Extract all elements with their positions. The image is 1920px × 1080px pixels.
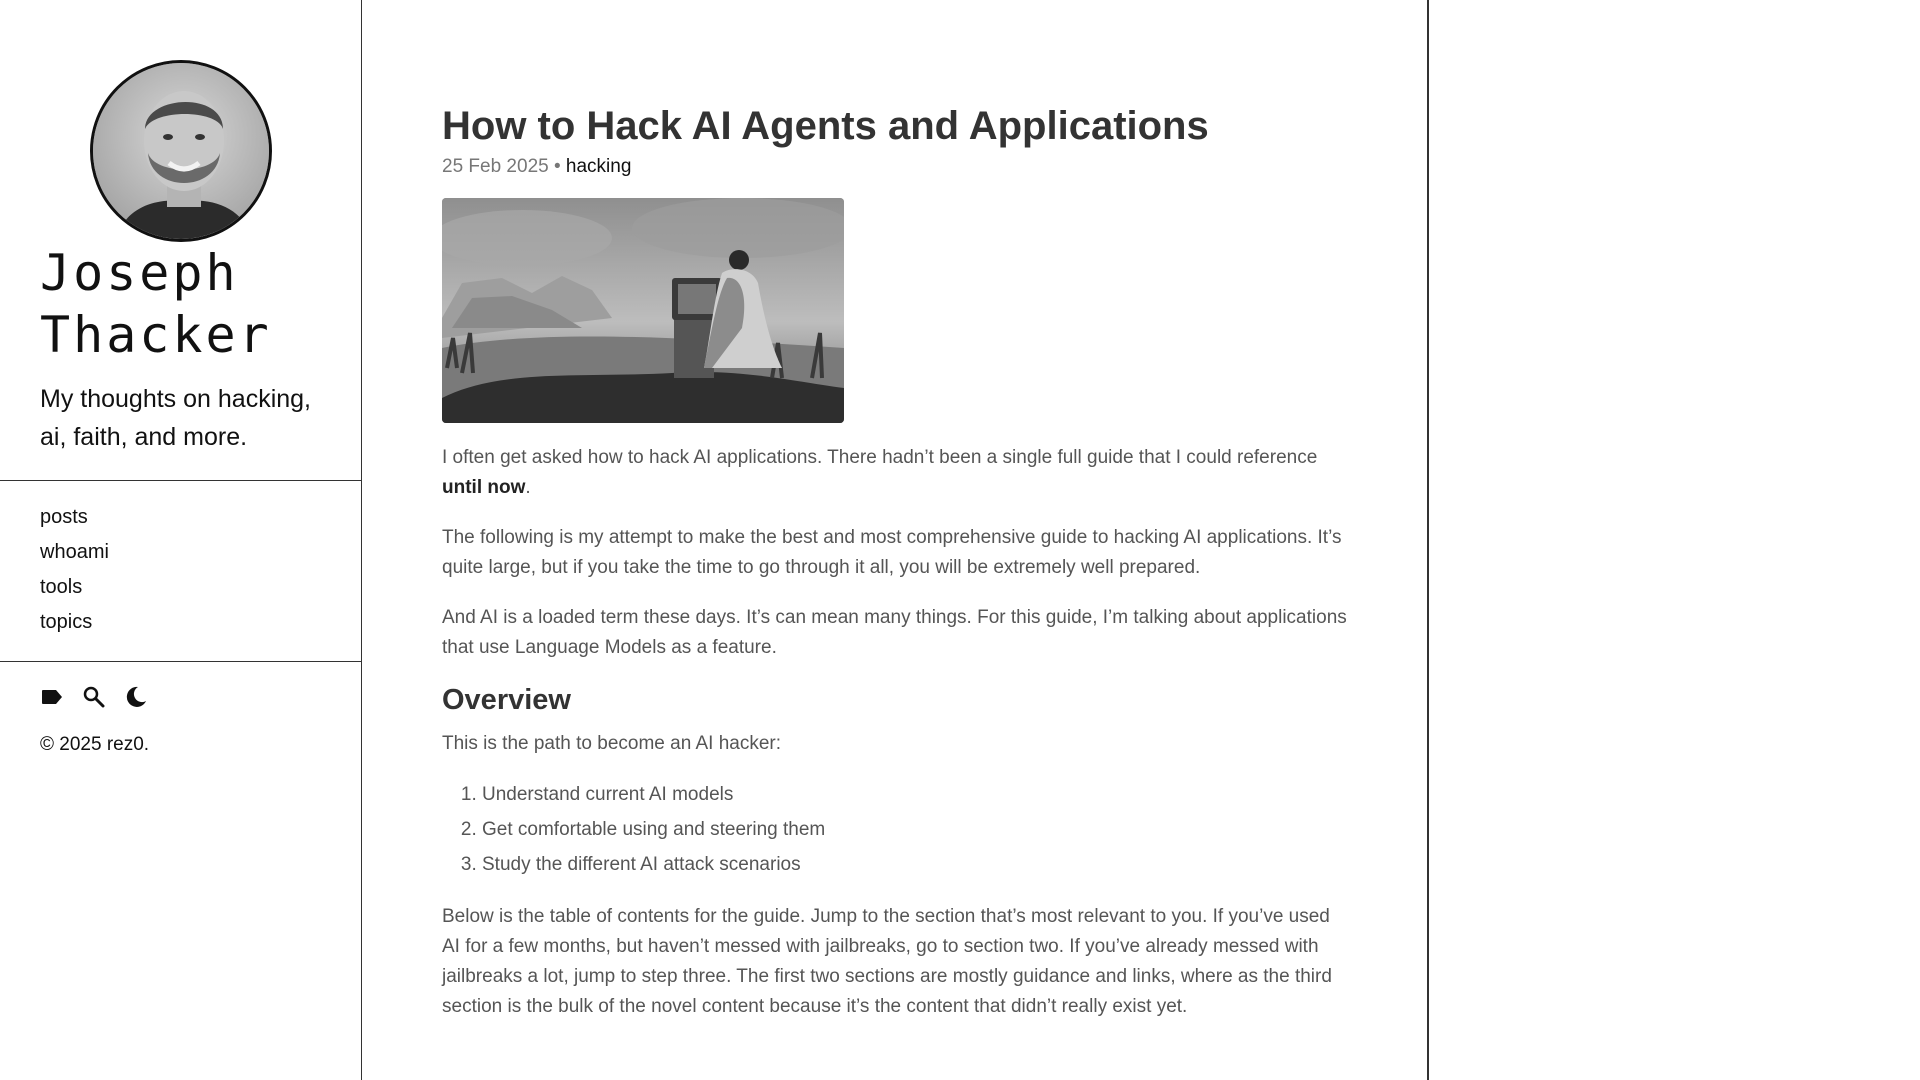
intro-end: . <box>525 477 531 498</box>
sidebar <box>0 0 362 1080</box>
intro-text: I often get asked how to hack AI applications. There hadn’t been a single full guide that I could reference <box>442 447 1318 468</box>
tag-icon[interactable] <box>40 685 64 709</box>
search-icon[interactable] <box>82 685 106 709</box>
moon-icon[interactable] <box>124 685 148 709</box>
nav-link-topics[interactable]: topics <box>40 611 93 633</box>
post-article <box>442 100 1352 1022</box>
overview-lead: This is the path to become an AI hacker: <box>442 733 782 754</box>
author-last-name: Thacker <box>40 306 272 364</box>
nav-link-tools[interactable]: tools <box>40 576 83 598</box>
main-content <box>362 0 1429 1080</box>
post-title: How to Hack AI Agents and Applications <box>442 104 1209 148</box>
avatar[interactable] <box>90 60 272 242</box>
list-item: 1. Understand current AI models <box>482 777 1352 812</box>
intro-paragraph-2: The following is my attempt to make the best and most comprehensive guide to hacking AI applications. It’s quite large, but if you take the time to go through it all, you will be extremely well prepared. <box>442 527 1342 578</box>
copyright: © 2025 rez0. <box>40 734 150 755</box>
nav-link-whoami[interactable]: whoami <box>40 541 109 563</box>
post-hero-image <box>442 198 844 423</box>
list-item: 2. Get comfortable using and steering them <box>482 812 1352 847</box>
intro-paragraph-1 <box>442 443 1352 503</box>
sidebar-toolbar <box>40 685 148 709</box>
intro-paragraph-3: And AI is a loaded term these days. It’s can mean many things. For this guide, I’m talking about applications that use Language Models as a feature. <box>442 607 1347 658</box>
divider <box>0 480 362 481</box>
meta-separator: • <box>553 156 561 177</box>
author-portrait <box>93 63 272 242</box>
post-tag-link[interactable]: hacking <box>565 156 632 177</box>
section-heading-overview: Overview <box>442 684 571 716</box>
toc-paragraph: Below is the table of contents for the guide. Jump to the section that’s most relevant to you. If you’ve used AI for a few months, but haven’t messed with jailbreaks, go to section two. If you’ve already messed with jailbreaks a lot, jump to step three. The first two sections are mostly guidance and links, where as the third section is the bulk of the novel content because it’s the content that didn’t really exist yet. <box>442 906 1332 1017</box>
list-item: 3. Study the different AI attack scenarios <box>482 847 1352 882</box>
nav-link-posts[interactable]: posts <box>40 506 88 528</box>
steps-list <box>442 777 1352 882</box>
author-first-name: Joseph <box>40 244 239 302</box>
divider <box>0 661 362 662</box>
hero-illustration <box>442 198 844 423</box>
site-title[interactable] <box>40 242 340 366</box>
site-tagline: My thoughts on hacking, ai, faith, and more. <box>40 385 311 451</box>
post-meta <box>442 156 1352 178</box>
post-date: 25 Feb 2025 <box>442 156 549 177</box>
sidebar-nav <box>40 500 109 640</box>
intro-emphasis: until now <box>442 477 526 498</box>
